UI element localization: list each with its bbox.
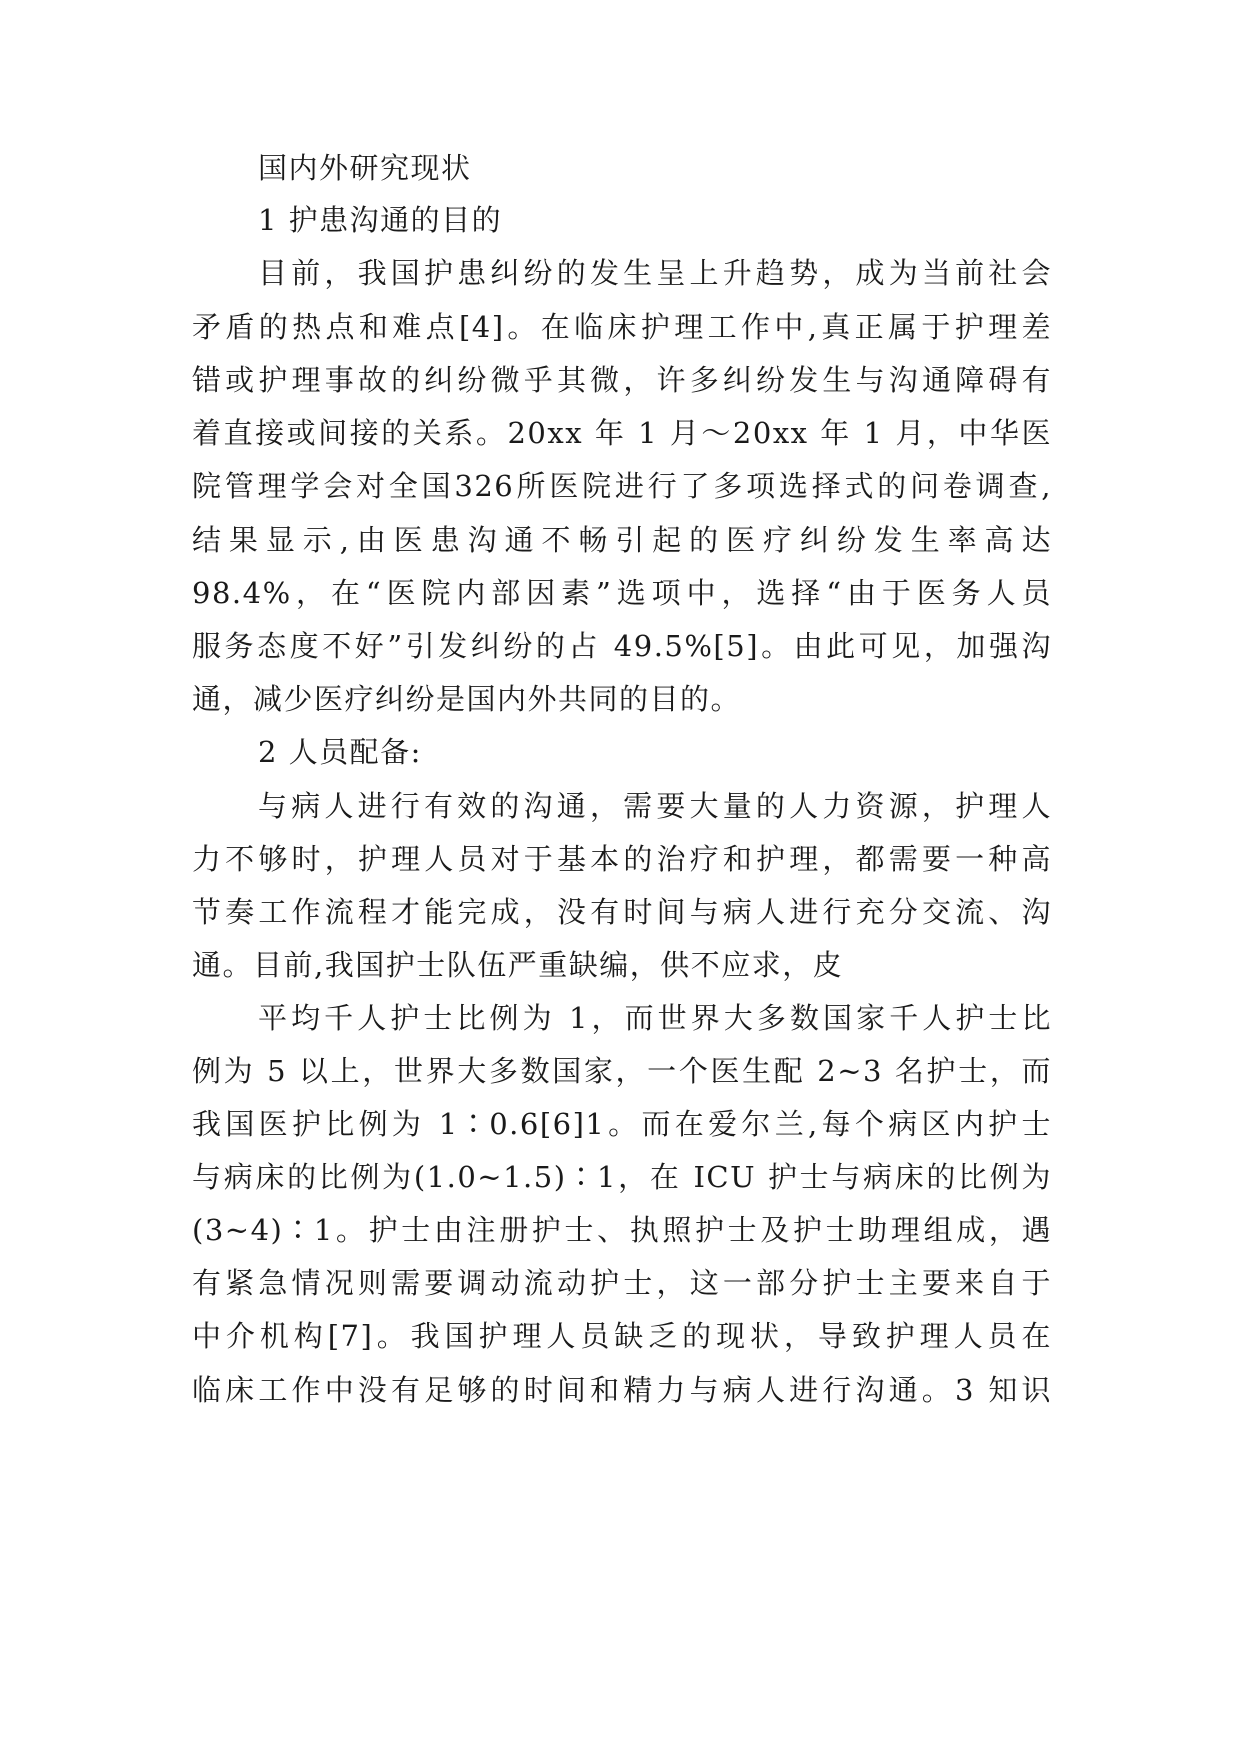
paragraph-line: 通。目前,我国护士队伍严重缺编，供不应求，皮 <box>192 948 844 982</box>
subsection-heading: 2 人员配备: <box>258 735 422 769</box>
paragraph-line: 结果显示,由医患沟通不畅引起的医疗纠纷发生率高达 <box>192 523 1052 557</box>
paragraph-line: 力不够时，护理人员对于基本的治疗和护理，都需要一种高 <box>192 842 1052 876</box>
paragraph-line: 中介机构[7]。我国护理人员缺乏的现状，导致护理人员在 <box>192 1319 1052 1353</box>
section-heading: 国内外研究现状 <box>258 151 472 185</box>
paragraph-line: 服务态度不好”引发纠纷的占 49.5%[5]。由此可见，加强沟 <box>192 629 1052 663</box>
paragraph-line: (3~4)∶1。护士由注册护士、执照护士及护士助理组成，遇 <box>192 1213 1052 1247</box>
paragraph-line: 着直接或间接的关系。20xx 年 1 月～20xx 年 1 月，中华医 <box>192 416 1052 450</box>
paragraph-line: 98.4%，在“医院内部因素”选项中，选择“由于医务人员 <box>192 576 1052 610</box>
subsection-heading: 1 护患沟通的目的 <box>258 203 503 237</box>
paragraph-line: 平均千人护士比例为 1，而世界大多数国家千人护士比 <box>258 1001 1052 1035</box>
paragraph-line: 错或护理事故的纠纷微乎其微，许多纠纷发生与沟通障碍有 <box>192 363 1052 397</box>
paragraph-line: 通，减少医疗纠纷是国内外共同的目的。 <box>192 682 742 716</box>
paragraph-line: 院管理学会对全国326所医院进行了多项选择式的问卷调查, <box>192 469 1052 503</box>
paragraph-line: 与病人进行有效的沟通，需要大量的人力资源，护理人 <box>258 789 1052 823</box>
paragraph-line: 我国医护比例为 1∶0.6[6]1。而在爱尔兰,每个病区内护士 <box>192 1107 1052 1141</box>
paragraph-line: 矛盾的热点和难点[4]。在临床护理工作中,真正属于护理差 <box>192 310 1052 344</box>
paragraph-line: 目前，我国护患纠纷的发生呈上升趋势，成为当前社会 <box>258 256 1052 290</box>
paragraph-line: 临床工作中没有足够的时间和精力与病人进行沟通。3 知识 <box>192 1373 1052 1407</box>
paragraph-line: 有紧急情况则需要调动流动护士，这一部分护士主要来自于 <box>192 1266 1052 1300</box>
paragraph-line: 与病床的比例为(1.0~1.5)∶1，在 ICU 护士与病床的比例为 <box>192 1160 1052 1194</box>
paragraph-line: 节奏工作流程才能完成，没有时间与病人进行充分交流、沟 <box>192 895 1052 929</box>
paragraph-line: 例为 5 以上，世界大多数国家，一个医生配 2~3 名护士，而 <box>192 1054 1052 1088</box>
